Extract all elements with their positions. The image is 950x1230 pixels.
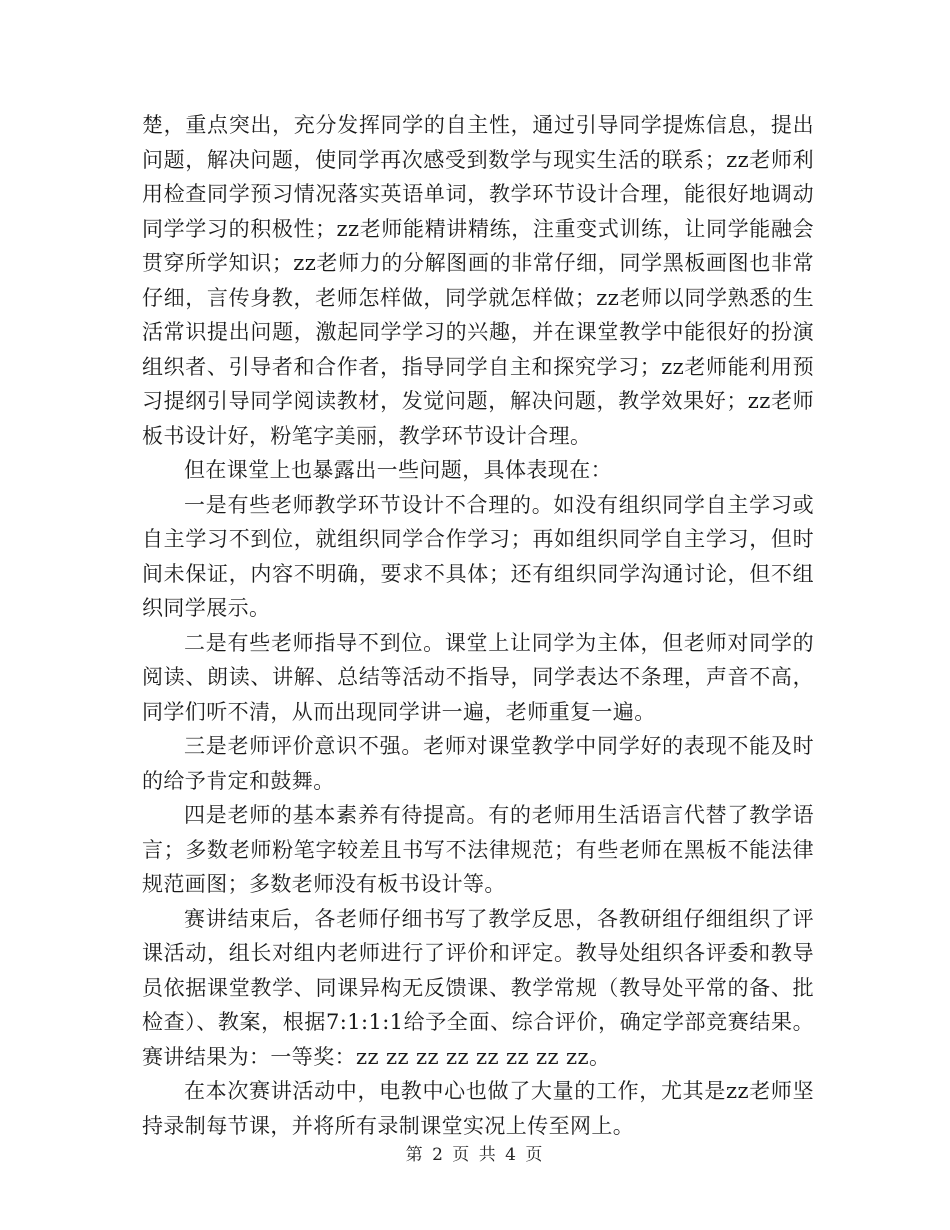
paragraph-2: 但在课堂上也暴露出一些问题，具体表现在：	[184, 458, 612, 482]
paragraph-1: 楚，重点突出，充分发挥同学的自主性，通过引导同学提炼信息，提出问题，解决问题，使同学再次感受到数学与现实生活的联系；zz老师利用检查同学预习情况落实英语单词，教学环节设计合理，能很好地调动同学学习的积极性；zz老师能精讲精练，注重变式训练，让同学能融会贯穿所学知识；zz老师力的分解图画的非常仔细，同学黑板画图也非常仔细，言传身教，老师怎样做，同学就怎样做；zz老师以同学熟悉的生活常识提出问题，激起同学学习的兴趣，并在课堂教学中能很好的扮演组织者、引导者和合作者，指导同学自主和探究学习；zz老师能利用预习提纲引导同学阅读教材，发觉问题，解决问题，教学效果好；zz老师板书设计好，粉笔字美丽，教学环节设计合理。	[142, 113, 814, 448]
page-footer: 第 2 页 共 4 页	[405, 1145, 545, 1165]
paragraph-8: 在本次赛讲活动中，电教中心也做了大量的工作，尤其是zz老师坚持录制每节课，并将所有录制课堂实况上传至网上。	[142, 1079, 814, 1138]
document-body	[142, 108, 814, 1143]
paragraph-7: 赛讲结束后，各老师仔细书写了教学反思，各教研组仔细组织了评课活动，组长对组内老师进行了评价和评定。教导处组织各评委和教导员依据课堂教学、同课异构无反馈课、教学常规（教导处平常的备、批检查）、教案，根据7:1:1:1给予全面、综合评价，确定学部竞赛结果。赛讲结果为：一等奖：zz zz zz zz zz zz zz zz。	[142, 906, 814, 1069]
paragraph-5: 三是老师评价意识不强。老师对课堂教学中同学好的表现不能及时的给予肯定和鼓舞。	[142, 734, 814, 793]
paragraph-4: 二是有些老师指导不到位。课堂上让同学为主体，但老师对同学的阅读、朗读、讲解、总结等活动不指导，同学表达不条理，声音不高，同学们听不清，从而出现同学讲一遍，老师重复一遍。	[142, 630, 814, 724]
paragraph-6: 四是老师的基本素养有待提高。有的老师用生活语言代替了教学语言；多数老师粉笔字较差且书写不法律规范；有些老师在黑板不能法律规范画图；多数老师没有板书设计等。	[142, 803, 814, 896]
paragraph-3: 一是有些老师教学环节设计不合理的。如没有组织同学自主学习或自主学习不到位，就组织同学合作学习；再如组织同学自主学习，但时间未保证，内容不明确，要求不具体；还有组织同学沟通讨论，但不组织同学展示。	[142, 492, 814, 620]
